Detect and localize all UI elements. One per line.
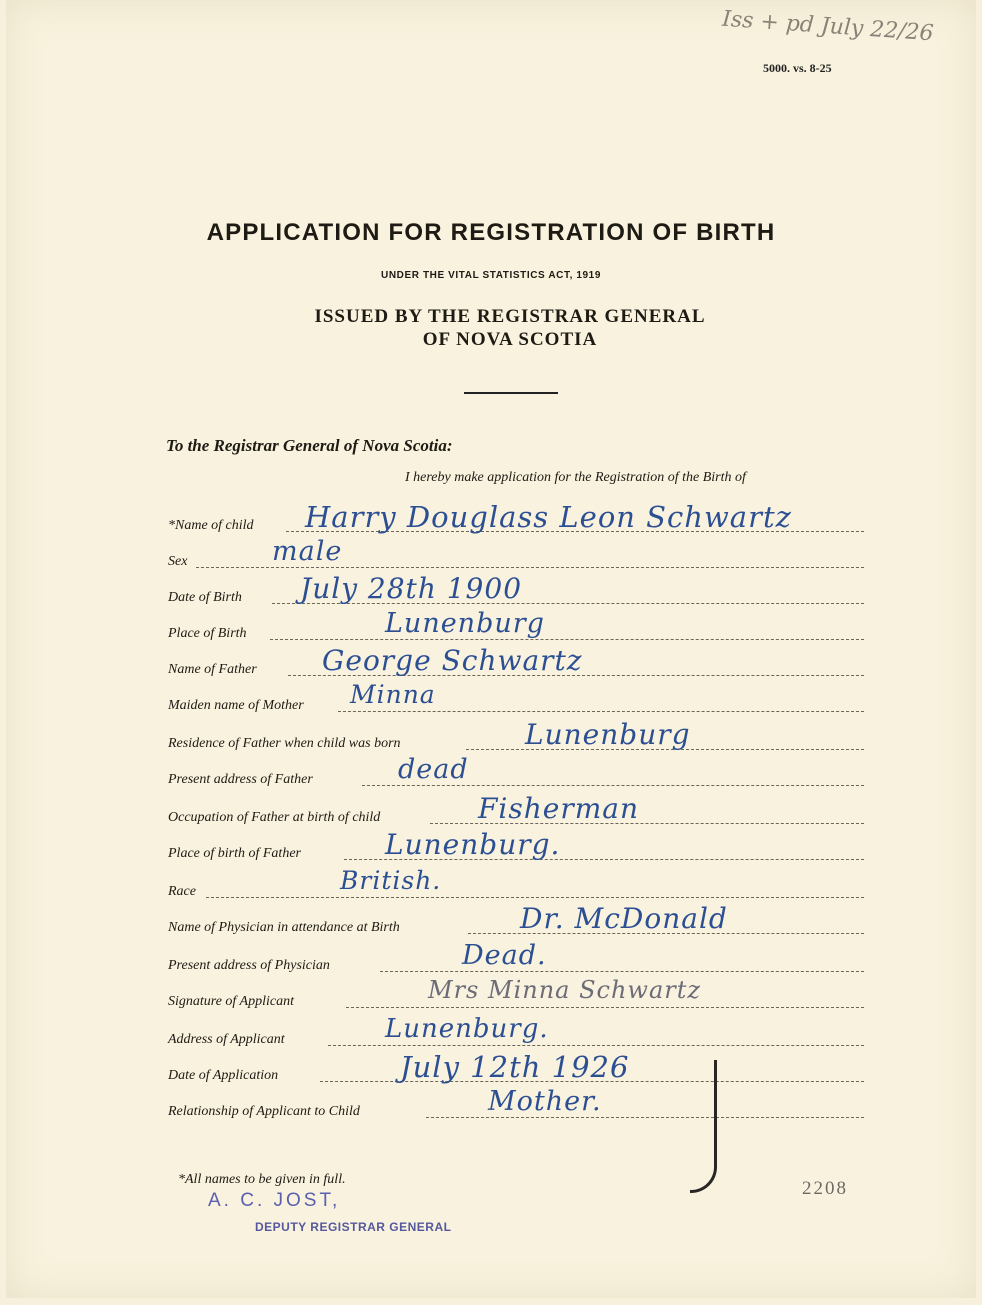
field-dotted-line — [196, 567, 864, 568]
serial-number: 2208 — [802, 1178, 848, 1199]
handwritten-value: Fisherman — [478, 792, 640, 825]
field-label: Present address of Father — [168, 772, 313, 787]
form-row — [168, 916, 864, 940]
footnote: *All names to be given in full. — [178, 1172, 346, 1187]
handwritten-value: Lunenburg — [525, 718, 691, 751]
form-row — [168, 768, 864, 792]
field-dotted-line — [380, 971, 864, 972]
handwritten-value: Dead. — [462, 940, 547, 971]
field-dotted-line — [362, 785, 864, 786]
field-label: Sex — [168, 554, 188, 569]
issued-line-2: OF NOVA SCOTIA — [422, 329, 598, 350]
document-subtitle: UNDER THE VITAL STATISTICS ACT, 1919 — [381, 270, 601, 281]
document-title: APPLICATION FOR REGISTRATION OF BIRTH — [206, 219, 776, 246]
stamp-name: A. C. JOST, — [208, 1190, 341, 1211]
handwritten-value: male — [272, 536, 343, 567]
field-label: Date of Application — [168, 1068, 279, 1083]
handwritten-value: Mrs Minna Schwartz — [428, 976, 702, 1004]
handwritten-value: British. — [340, 866, 442, 895]
field-dotted-line — [328, 1045, 864, 1046]
field-dotted-line — [206, 897, 864, 898]
handwritten-value: July 12th 1926 — [400, 1050, 630, 1084]
field-dotted-line — [426, 1117, 864, 1118]
handwritten-value: Mother. — [488, 1086, 602, 1117]
intro-text: I hereby make application for the Registration of the Birth of — [405, 470, 746, 485]
handwritten-value: George Schwartz — [322, 644, 583, 677]
form-row — [168, 732, 864, 756]
field-label: Signature of Applicant — [168, 994, 294, 1009]
field-label: Place of birth of Father — [168, 846, 301, 861]
field-dotted-line — [270, 639, 864, 640]
form-row — [168, 880, 864, 904]
ink-bracket-mark — [690, 1060, 717, 1193]
field-label: *Name of child — [168, 518, 254, 533]
field-label: Occupation of Father at birth of child — [168, 810, 381, 825]
field-label: Maiden name of Mother — [168, 698, 304, 713]
field-label: Race — [168, 884, 196, 899]
handwritten-value: Harry Douglass Leon Schwartz — [305, 500, 792, 534]
field-label: Relationship of Applicant to Child — [168, 1104, 360, 1119]
stamp-title: DEPUTY REGISTRAR GENERAL — [255, 1220, 452, 1234]
handwritten-value: Lunenburg. — [385, 828, 561, 861]
field-label: Name of Physician in attendance at Birth — [168, 920, 400, 935]
handwritten-value: dead — [398, 754, 469, 785]
field-dotted-line — [346, 1007, 864, 1008]
field-label: Present address of Physician — [168, 958, 330, 973]
handwritten-value: Dr. McDonald — [520, 902, 728, 935]
field-label: Residence of Father when child was born — [168, 736, 401, 751]
field-label: Name of Father — [168, 662, 257, 677]
pencil-note: Iss + pd July 22/26 — [721, 6, 935, 47]
handwritten-value: Lunenburg. — [385, 1014, 549, 1044]
salutation: To the Registrar General of Nova Scotia: — [166, 436, 453, 455]
field-label: Place of Birth — [168, 626, 247, 641]
field-label: Address of Applicant — [168, 1032, 285, 1047]
form-code: 5000. vs. 8-25 — [763, 61, 832, 75]
form-row — [168, 694, 864, 718]
handwritten-value: Lunenburg — [385, 608, 545, 639]
title-divider — [464, 392, 558, 394]
field-label: Date of Birth — [168, 590, 242, 605]
handwritten-value: July 28th 1900 — [300, 572, 523, 605]
field-dotted-line — [338, 711, 864, 712]
issued-line-1: ISSUED BY THE REGISTRAR GENERAL — [314, 306, 706, 327]
handwritten-value: Minna — [350, 680, 436, 709]
